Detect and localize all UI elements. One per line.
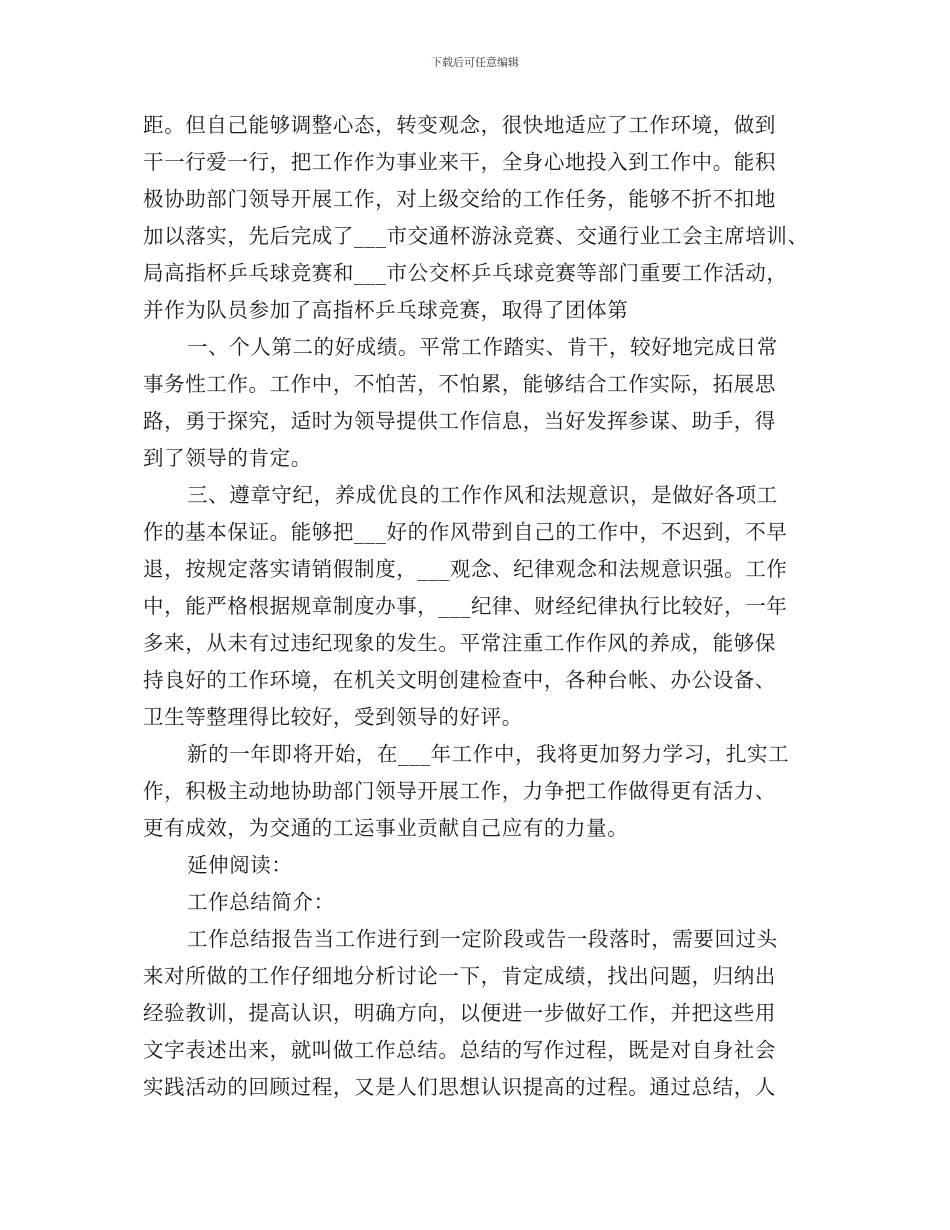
text-line: 到了领导的肯定。 bbox=[143, 446, 312, 470]
text-line: 经验教训，提高认识，明确方向，以便进一步做好工作，并把这些用 bbox=[143, 1001, 776, 1025]
text-line: 距。但自己能够调整心态，转变观念，很快地适应了工作环境，做到 bbox=[143, 113, 776, 137]
paragraph-start-line: 三、遵章守纪，养成优良的工作作风和法规意识，是做好各项工 bbox=[187, 483, 778, 507]
paragraph-start-line: 新的一年即将开始，在___年工作中，我将更加努力学习，扎实工 bbox=[187, 742, 790, 766]
paragraph-start-line: 工作总结报告当工作进行到一定阶段或告一段落时，需要回过头 bbox=[187, 927, 778, 951]
text-line: 加以落实，先后完成了___市交通杯游泳竞赛、交通行业工会主席培训、 bbox=[143, 224, 809, 248]
page-header: 下载后可任意编辑 bbox=[431, 56, 519, 69]
text-line: 来对所做的工作仔细地分析讨论一下，肯定成绩，找出问题，归纳出 bbox=[143, 964, 776, 988]
text-line: 中，能严格根据规章制度办事，___纪律、财经纪律执行比较好，一年 bbox=[143, 594, 788, 618]
text-line: 实践活动的回顾过程，又是人们思想认识提高的过程。通过总结，人 bbox=[143, 1075, 776, 1099]
text-line: 事务性工作。工作中，不怕苦，不怕累，能够结合工作实际，拓展思 bbox=[143, 372, 776, 396]
text-line: 退，按规定落实请销假制度，___观念、纪律观念和法规意识强。工作 bbox=[143, 557, 788, 581]
paragraph-start-line: 一、个人第二的好成绩。平常工作踏实、肯干，较好地完成日常 bbox=[187, 335, 778, 359]
section-heading-extended-reading: 延伸阅读： bbox=[187, 853, 293, 877]
text-line: 并作为队员参加了高指杯乒乓球竞赛，取得了团体第 bbox=[143, 298, 629, 322]
section-heading-summary-intro: 工作总结简介： bbox=[187, 890, 335, 914]
text-line: 路，勇于探究，适时为领导提供工作信息，当好发挥参谋、助手，得 bbox=[143, 409, 776, 433]
text-line: 局高指杯乒乓球竞赛和___市公交杯乒乓球竞赛等部门重要工作活动， bbox=[143, 261, 788, 285]
text-line: 极协助部门领导开展工作，对上级交给的工作任务，能够不折不扣地 bbox=[143, 187, 776, 211]
text-line: 作，积极主动地协助部门领导开展工作，力争把工作做得更有活力、 bbox=[143, 779, 776, 803]
text-line: 多来，从未有过违纪现象的发生。平常注重工作作风的养成，能够保 bbox=[143, 631, 776, 655]
text-line: 持良好的工作环境，在机关文明创建检查中，各种台帐、办公设备、 bbox=[143, 668, 776, 692]
document-body bbox=[143, 107, 811, 1106]
text-line: 更有成效，为交通的工运事业贡献自己应有的力量。 bbox=[143, 816, 629, 840]
text-line: 作的基本保证。能够把___好的作风带到自己的工作中，不迟到，不早 bbox=[143, 520, 788, 544]
text-line: 文字表述出来，就叫做工作总结。总结的写作过程，既是对自身社会 bbox=[143, 1038, 776, 1062]
text-line: 干一行爱一行，把工作作为事业来干，全身心地投入到工作中。能积 bbox=[143, 150, 776, 174]
text-line: 卫生等整理得比较好，受到领导的好评。 bbox=[143, 705, 523, 729]
